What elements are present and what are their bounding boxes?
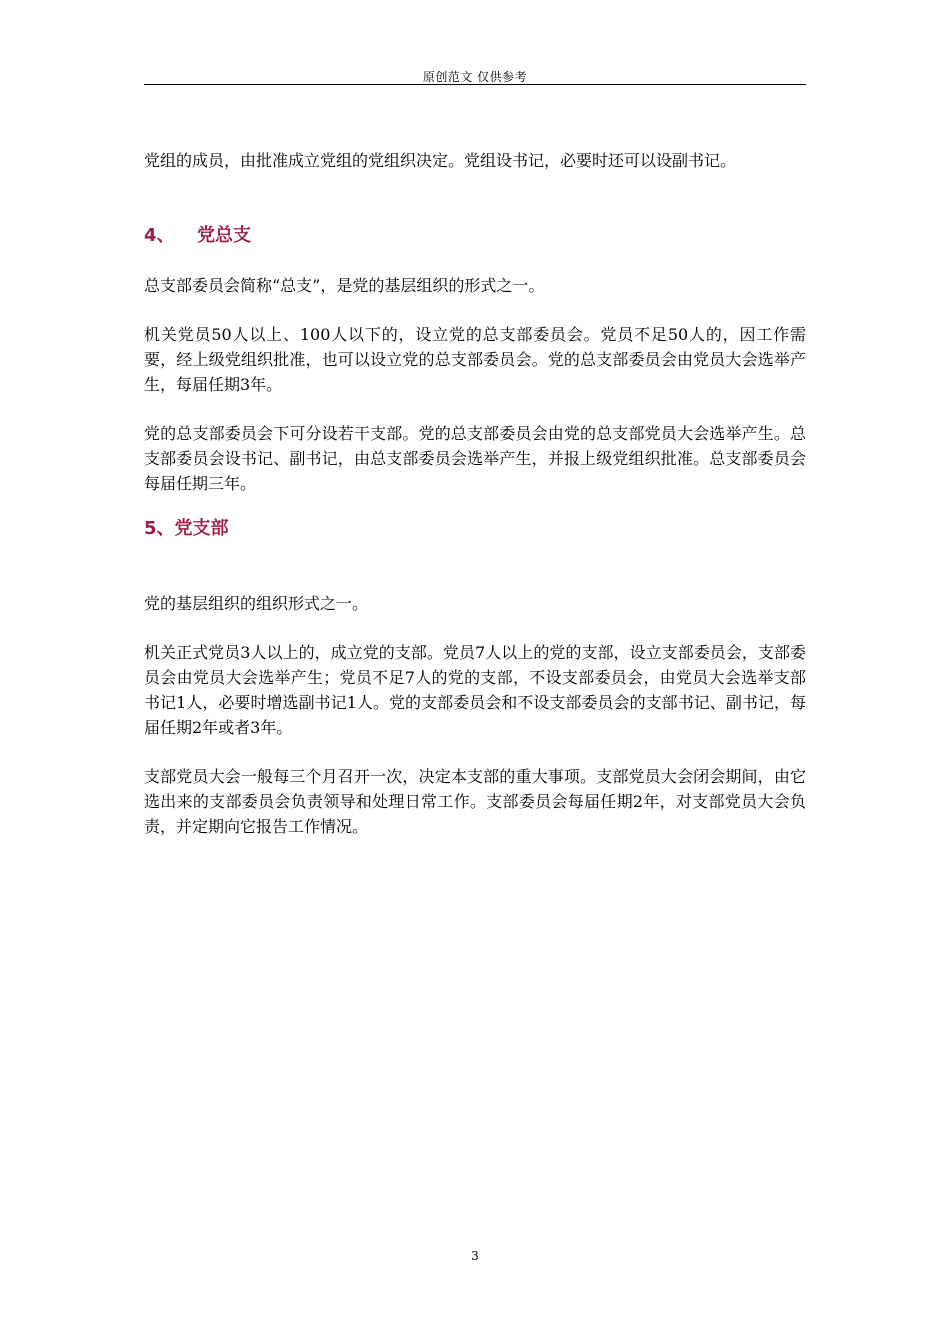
section-4-number: 4、: [144, 225, 175, 246]
section-5-paragraph-1: 党的基层组织的组织形式之一。: [144, 594, 369, 613]
section-4-heading: [144, 224, 806, 248]
section-5-paragraph-2: 机关正式党员3人以上的，成立党的支部。党员7人以上的党的支部，设立支部委员会，支部委员会由党员大会选举产生；党员不足7人的党的支部，不设支部委员会，由党员大会选举支部书记1人，必要时增选副书记1人。党的支部委员会和不设支部委员会的支部书记、副书记，每届任期2年或者3年。: [144, 643, 806, 737]
section-5-heading: 5、党支部: [144, 518, 229, 539]
page-header: [144, 66, 806, 85]
page-number: 3: [471, 1249, 479, 1263]
document-body: [144, 148, 806, 839]
intro-paragraph: 党组的成员，由批准成立党组的党组织决定。党组设书记，必要时还可以设副书记。: [144, 151, 737, 170]
section-4-paragraph-3: 党的总支部委员会下可分设若干支部。党的总支部委员会由党的总支部党员大会选举产生。总支部委员会设书记、副书记，由总支部委员会选举产生，并报上级党组织批准。总支部委员会每届任期三年。: [144, 424, 806, 493]
section-4-paragraph-2: 机关党员50人以上、100人以下的，设立党的总支部委员会。党员不足50人的，因工作需要，经上级党组织批准，也可以设立党的总支部委员会。党的总支部委员会由党员大会选举产生，每届任期3年。: [144, 325, 806, 394]
section-5-paragraph-3: 支部党员大会一般每三个月召开一次，决定本支部的重大事项。支部党员大会闭会期间，由它选出来的支部委员会负责领导和处理日常工作。支部委员会每届任期2年，对支部党员大会负责，并定期向它报告工作情况。: [144, 767, 806, 836]
section-4-title: 党总支: [197, 225, 251, 246]
header-text: 原创范文 仅供参考: [422, 70, 528, 84]
section-4-paragraph-1: 总支部委员会简称“总支”，是党的基层组织的形式之一。: [144, 276, 545, 295]
